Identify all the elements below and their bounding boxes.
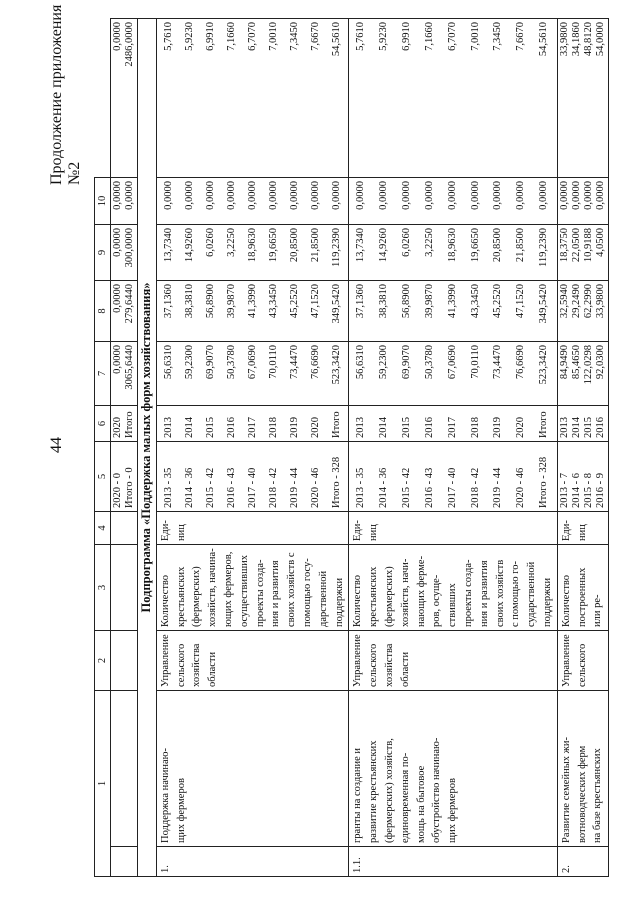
data-cell: 7,0010 xyxy=(469,22,481,51)
carryover-cell: 2486,0000 xyxy=(124,22,135,67)
data-cell: Итого - 328 xyxy=(331,456,343,508)
data-cell: 0,0000 xyxy=(582,181,594,210)
data-cell: 56,6310 xyxy=(355,345,367,380)
data-cell: 2020 xyxy=(310,417,322,438)
data-cell: 119,2390 xyxy=(537,228,549,267)
data-cell: 2015 xyxy=(582,417,594,438)
carryover-cell: 279,6440 xyxy=(124,284,135,324)
unit-line: Еди- xyxy=(159,520,171,541)
data-cell: 5,9230 xyxy=(183,22,195,51)
executor-line: Управление xyxy=(560,634,572,687)
data-cell: 3,2250 xyxy=(423,228,435,257)
indicator-line: ния и развития xyxy=(478,560,490,627)
data-cell: 119,2390 xyxy=(331,228,343,267)
data-cell: 0,0000 xyxy=(331,181,343,210)
carryover-cell: 0,0000 xyxy=(124,181,135,210)
data-cell: 76,6690 xyxy=(515,345,527,380)
data-cell: 2018 - 42 xyxy=(268,467,280,508)
page-number: 44 xyxy=(48,437,65,453)
executor-line: сельского xyxy=(576,643,588,687)
data-cell: 14,9260 xyxy=(183,228,195,263)
table-row xyxy=(349,19,557,877)
data-cell: 73,4470 xyxy=(492,345,504,380)
data-cell: 5,7610 xyxy=(355,22,367,51)
data-cell: 54,0000 xyxy=(594,22,606,57)
data-column xyxy=(349,342,557,406)
column-number: 1 xyxy=(95,691,111,877)
indicator-line: своих хозяйств с xyxy=(286,552,298,627)
data-cell: 19,6650 xyxy=(469,228,481,263)
column-number: 8 xyxy=(95,281,111,342)
executor-line: Управление xyxy=(159,634,171,687)
data-cell: 67,0690 xyxy=(446,345,458,380)
data-cell: 32,5940 xyxy=(558,284,570,319)
data-cell: 7,3450 xyxy=(492,22,504,51)
data-cell: 2017 xyxy=(446,417,458,438)
data-cell: 14,9260 xyxy=(378,228,390,263)
executor-cell xyxy=(557,631,608,691)
indicator-line: помощью госу- xyxy=(301,558,313,627)
unit-line: ниц xyxy=(368,524,380,541)
carryover-cell: 0,0000 xyxy=(112,181,123,210)
indicator-line: дарственной xyxy=(317,570,329,627)
data-cell: Итого xyxy=(331,411,343,438)
data-cell: 0,0000 xyxy=(594,181,606,210)
data-cell: 0,0000 xyxy=(537,181,549,210)
indicator-line: ющих фермеров, xyxy=(222,551,234,627)
data-cell: 62,2990 xyxy=(582,284,594,319)
data-column xyxy=(557,342,608,406)
data-cell: 5,7610 xyxy=(162,22,174,51)
column-number: 9 xyxy=(95,225,111,281)
data-cell: 43,3450 xyxy=(268,284,280,319)
row-name-line: на базе крестьянских xyxy=(592,748,604,843)
data-column xyxy=(156,225,349,281)
data-cell: 54,5610 xyxy=(537,22,549,57)
data-cell: 22,0500 xyxy=(570,228,582,263)
data-cell: 48,8120 xyxy=(582,22,594,57)
unit-line: ниц xyxy=(576,524,588,541)
indicator-line: проекты созда- xyxy=(462,559,474,627)
data-cell: 33,9800 xyxy=(558,22,570,57)
indicator-line: поддержки xyxy=(541,577,553,627)
executor-line: Управление xyxy=(352,634,364,687)
appendix-title: Продолжение приложения №2 xyxy=(48,4,83,185)
data-cell: 2013 - 35 xyxy=(162,467,174,508)
data-cell: 70,0110 xyxy=(469,345,481,379)
data-cell: 0,0000 xyxy=(423,181,435,210)
row-name-cell xyxy=(557,691,608,847)
data-column xyxy=(557,225,608,281)
data-cell: 0,0000 xyxy=(446,181,458,210)
data-cell: 47,1520 xyxy=(515,284,527,319)
column-number: 10 xyxy=(95,178,111,225)
indicator-line: с помощью го- xyxy=(510,561,522,627)
data-cell: 6,9910 xyxy=(401,22,413,51)
row-name-line: щих фермеров xyxy=(175,778,187,843)
data-cell: 0,0000 xyxy=(310,181,322,210)
carryover-cell: 0,0000 xyxy=(112,284,123,313)
carryover-cell: 2020 - 0 xyxy=(112,473,123,508)
data-cell: 41,3990 xyxy=(446,284,458,319)
indicator-line: своих хозяйств xyxy=(494,559,506,627)
data-cell: 2019 xyxy=(289,417,301,438)
data-cell: 13,7340 xyxy=(355,228,367,263)
data-cell: 2014 xyxy=(378,417,390,438)
data-cell: 7,0010 xyxy=(268,22,280,51)
data-cell: 6,7070 xyxy=(247,22,259,51)
data-cell: 59,2300 xyxy=(183,345,195,380)
data-cell: 3,2250 xyxy=(225,228,237,257)
data-cell: 2016 - 43 xyxy=(423,467,435,508)
data-column xyxy=(557,178,608,225)
indicator-line: или ре- xyxy=(592,594,604,627)
data-cell: 2019 - 44 xyxy=(289,467,301,508)
data-cell: 2019 xyxy=(492,417,504,438)
data-cell: 0,0000 xyxy=(247,181,259,210)
data-cell: 47,1520 xyxy=(310,284,322,319)
executor-line: сельского xyxy=(368,643,380,687)
data-cell: 54,5610 xyxy=(331,22,343,57)
data-cell: 18,9630 xyxy=(247,228,259,263)
data-column xyxy=(156,342,349,406)
data-cell: 2016 xyxy=(423,417,435,438)
column-number: 4 xyxy=(95,512,111,545)
data-cell: 2016 - 43 xyxy=(225,467,237,508)
data-cell: 4,0500 xyxy=(594,228,606,257)
executor-line: хозяйства xyxy=(383,643,395,687)
data-cell: 6,0260 xyxy=(401,228,413,257)
column-number: 7 xyxy=(95,342,111,406)
carryover-cell: Итого xyxy=(124,411,135,438)
column-number: 3 xyxy=(95,545,111,631)
data-cell: 7,1660 xyxy=(423,22,435,51)
data-cell: 20,8500 xyxy=(289,228,301,263)
indicator-line: проекты созда- xyxy=(254,559,266,627)
indicator-line: осуществивших xyxy=(238,554,250,627)
row-name-line: вотноводческих ферм xyxy=(576,745,588,843)
column-number: 5 xyxy=(95,442,111,512)
data-cell: 21,8500 xyxy=(515,228,527,263)
data-column xyxy=(349,178,557,225)
data-cell: 20,8500 xyxy=(492,228,504,263)
data-cell: 2017 xyxy=(247,417,259,438)
data-cell: 349,5420 xyxy=(331,284,343,324)
carryover-cell: 0,0000 xyxy=(112,345,123,374)
data-cell: 2017 - 40 xyxy=(247,467,259,508)
data-cell: 33,9800 xyxy=(594,284,606,319)
indicator-line: нающих ферме- xyxy=(415,555,427,627)
data-cell: 39,9870 xyxy=(225,284,237,319)
data-cell: 2013 - 35 xyxy=(355,467,367,508)
data-cell: 59,2300 xyxy=(378,345,390,380)
program-table xyxy=(94,18,609,877)
data-cell: 122,0298 xyxy=(582,345,594,385)
row-name-line: Поддержка начинаю- xyxy=(159,748,171,843)
data-cell: 0,0000 xyxy=(204,181,216,210)
data-cell: 69,9070 xyxy=(401,345,413,380)
data-cell: 56,8900 xyxy=(401,284,413,319)
data-cell: 84,9490 xyxy=(558,345,570,380)
data-cell: 2016 xyxy=(594,417,606,438)
indicator-line: крестьянских xyxy=(368,566,380,627)
data-cell: 0,0000 xyxy=(162,181,174,210)
data-cell: 0,0000 xyxy=(515,181,527,210)
data-cell: 2015 - 42 xyxy=(204,467,216,508)
row-number: 1. xyxy=(156,847,349,877)
subprogram-title: Подпрограмма «Поддержка малых форм хозяйствования» xyxy=(138,19,157,877)
executor-line: области xyxy=(399,651,411,687)
data-column xyxy=(349,281,557,342)
unit-cell xyxy=(349,512,557,545)
row-number: 2. xyxy=(557,847,608,877)
data-cell: 2016 xyxy=(225,417,237,438)
table-body xyxy=(156,19,608,877)
data-column xyxy=(349,19,557,178)
data-cell: 0,0000 xyxy=(289,181,301,210)
row-name-cell xyxy=(349,691,557,847)
data-cell: 2014 xyxy=(183,417,195,438)
column-number: 6 xyxy=(95,406,111,442)
data-cell: 7,3450 xyxy=(289,22,301,51)
data-cell: 2017 - 40 xyxy=(446,467,458,508)
data-column xyxy=(156,19,349,178)
indicator-line: сударственной xyxy=(526,561,538,627)
data-cell: 43,3450 xyxy=(469,284,481,319)
table-row xyxy=(557,19,608,877)
data-cell: 13,7340 xyxy=(162,228,174,263)
data-cell: 0,0000 xyxy=(558,181,570,210)
data-cell: 7,1660 xyxy=(225,22,237,51)
indicator-line: хозяйств, начи- xyxy=(399,558,411,627)
data-cell: 38,3810 xyxy=(378,284,390,319)
data-cell: 92,0300 xyxy=(594,345,606,380)
data-cell: 37,1360 xyxy=(355,284,367,319)
data-cell: 6,9910 xyxy=(204,22,216,51)
data-column xyxy=(349,406,557,442)
indicator-line: ния и развития xyxy=(270,560,282,627)
data-cell: 2020 - 46 xyxy=(515,467,527,508)
data-cell: 6,0260 xyxy=(204,228,216,257)
data-cell: 0,0000 xyxy=(183,181,195,210)
row-name-line: Развитие семейных жи- xyxy=(560,736,572,843)
executor-line: сельского xyxy=(175,643,187,687)
data-cell: 56,8900 xyxy=(204,284,216,319)
subprogram-title-row xyxy=(138,19,157,877)
data-cell: 2014 - 6 xyxy=(570,473,582,508)
data-cell: 523,3420 xyxy=(537,345,549,385)
indicator-line: (фермерских) xyxy=(191,566,203,627)
data-cell: 2014 xyxy=(570,417,582,438)
data-column xyxy=(349,442,557,512)
data-cell: 70,0110 xyxy=(268,345,280,379)
data-cell: 2014 - 36 xyxy=(183,467,195,508)
data-cell: 2018 xyxy=(469,417,481,438)
data-cell: 21,8500 xyxy=(310,228,322,263)
data-cell: 2020 xyxy=(515,417,527,438)
data-cell: 523,3420 xyxy=(331,345,343,385)
data-cell: 18,9630 xyxy=(446,228,458,263)
data-column xyxy=(557,442,608,512)
data-cell: 37,1360 xyxy=(162,284,174,319)
data-cell: 0,0000 xyxy=(570,181,582,210)
data-cell: 2013 xyxy=(558,417,570,438)
data-cell: 38,3810 xyxy=(183,284,195,319)
indicator-line: поддержки xyxy=(333,577,345,627)
row-name-line: единовременная по- xyxy=(399,752,411,843)
data-cell: 69,9070 xyxy=(204,345,216,380)
data-cell: 45,2520 xyxy=(289,284,301,319)
indicator-line: построенных xyxy=(576,567,588,627)
carryover-cell: 3065,6440 xyxy=(124,345,135,390)
data-column xyxy=(557,19,608,178)
executor-cell xyxy=(349,631,557,691)
data-cell: Итого xyxy=(537,411,549,438)
unit-line: Еди- xyxy=(352,520,364,541)
indicator-line: ров, осуще- xyxy=(431,574,443,627)
indicator-cell xyxy=(557,545,608,631)
data-column xyxy=(349,225,557,281)
carryover-row xyxy=(111,19,138,877)
data-column xyxy=(156,178,349,225)
carryover-cell: 0,0000 xyxy=(112,22,123,51)
indicator-line: Количество xyxy=(159,574,171,627)
data-cell: 0,0000 xyxy=(492,181,504,210)
executor-cell xyxy=(156,631,349,691)
column-number: 2 xyxy=(95,631,111,691)
data-cell: 10,9188 xyxy=(582,228,594,263)
carryover-cell: 2020 xyxy=(112,417,123,438)
data-cell: 85,4650 xyxy=(570,345,582,380)
data-cell: 2020 - 46 xyxy=(310,467,322,508)
data-cell: 0,0000 xyxy=(401,181,413,210)
data-cell: 6,7070 xyxy=(446,22,458,51)
data-cell: 18,3750 xyxy=(558,228,570,263)
row-name-line: развитие крестьянских xyxy=(368,740,380,843)
data-cell: 2019 - 44 xyxy=(492,467,504,508)
data-column xyxy=(156,406,349,442)
row-name-line: щих фермеров xyxy=(447,778,459,843)
data-cell: 19,6650 xyxy=(268,228,280,263)
data-cell: 41,3990 xyxy=(247,284,259,319)
data-cell: 50,3780 xyxy=(225,345,237,380)
indicator-cell xyxy=(156,545,349,631)
data-cell: 2018 - 42 xyxy=(469,467,481,508)
column-number-row xyxy=(95,19,111,877)
carryover-cell: 300,0000 xyxy=(124,228,135,268)
data-cell: 2015 xyxy=(401,417,413,438)
data-cell: Итого - 328 xyxy=(537,456,549,508)
indicator-line: Количество xyxy=(352,574,364,627)
data-cell: 0,0000 xyxy=(469,181,481,210)
data-cell: 56,6310 xyxy=(162,345,174,380)
data-cell: 2013 xyxy=(355,417,367,438)
unit-cell xyxy=(156,512,349,545)
executor-line: области xyxy=(207,651,219,687)
data-cell: 73,4470 xyxy=(289,345,301,380)
data-cell: 39,9870 xyxy=(423,284,435,319)
data-cell: 0,0000 xyxy=(225,181,237,210)
data-cell: 7,6670 xyxy=(310,22,322,51)
data-cell: 2013 - 7 xyxy=(558,473,570,508)
data-cell: 2018 xyxy=(268,417,280,438)
row-name-line: мощь на бытовое xyxy=(415,765,427,843)
data-cell: 7,6670 xyxy=(515,22,527,51)
data-cell: 0,0000 xyxy=(355,181,367,210)
row-number: 1.1. xyxy=(349,847,557,877)
indicator-line: (фермерских) xyxy=(383,566,395,627)
executor-line: хозяйства xyxy=(191,643,203,687)
data-cell: 29,2490 xyxy=(570,284,582,319)
data-column xyxy=(156,281,349,342)
data-cell: 2016 - 9 xyxy=(594,473,606,508)
data-cell: 0,0000 xyxy=(378,181,390,210)
row-name-line: (фермерских) хозяйств, xyxy=(383,738,395,843)
data-cell: 45,2520 xyxy=(492,284,504,319)
row-name-line: обустройство начинаю- xyxy=(431,737,443,843)
data-cell: 2015 - 8 xyxy=(582,473,594,508)
data-column xyxy=(557,406,608,442)
data-column xyxy=(557,281,608,342)
data-cell: 5,9230 xyxy=(378,22,390,51)
carryover-cell: Итого - 0 xyxy=(124,467,135,508)
data-cell: 2014 - 36 xyxy=(378,467,390,508)
table-row xyxy=(156,19,349,877)
data-cell: 2015 xyxy=(204,417,216,438)
data-cell: 349,5420 xyxy=(537,284,549,324)
indicator-line: хозяйств, начина- xyxy=(207,548,219,627)
unit-line: Еди- xyxy=(560,520,572,541)
data-column xyxy=(156,442,349,512)
data-cell: 34,1860 xyxy=(570,22,582,57)
indicator-line: Количество xyxy=(560,574,572,627)
indicator-line: крестьянских xyxy=(175,566,187,627)
row-name-line: гранты на создание и xyxy=(352,747,364,843)
unit-cell xyxy=(557,512,608,545)
carryover-cell: 0,0000 xyxy=(112,228,123,257)
data-cell: 50,3780 xyxy=(423,345,435,380)
row-name-cell xyxy=(156,691,349,847)
data-cell: 2015 - 42 xyxy=(401,467,413,508)
data-cell: 2013 xyxy=(162,417,174,438)
data-cell: 0,0000 xyxy=(268,181,280,210)
indicator-cell xyxy=(349,545,557,631)
indicator-line: ствивших xyxy=(447,583,459,627)
unit-line: ниц xyxy=(175,524,187,541)
data-cell: 67,0690 xyxy=(247,345,259,380)
data-cell: 76,6690 xyxy=(310,345,322,380)
